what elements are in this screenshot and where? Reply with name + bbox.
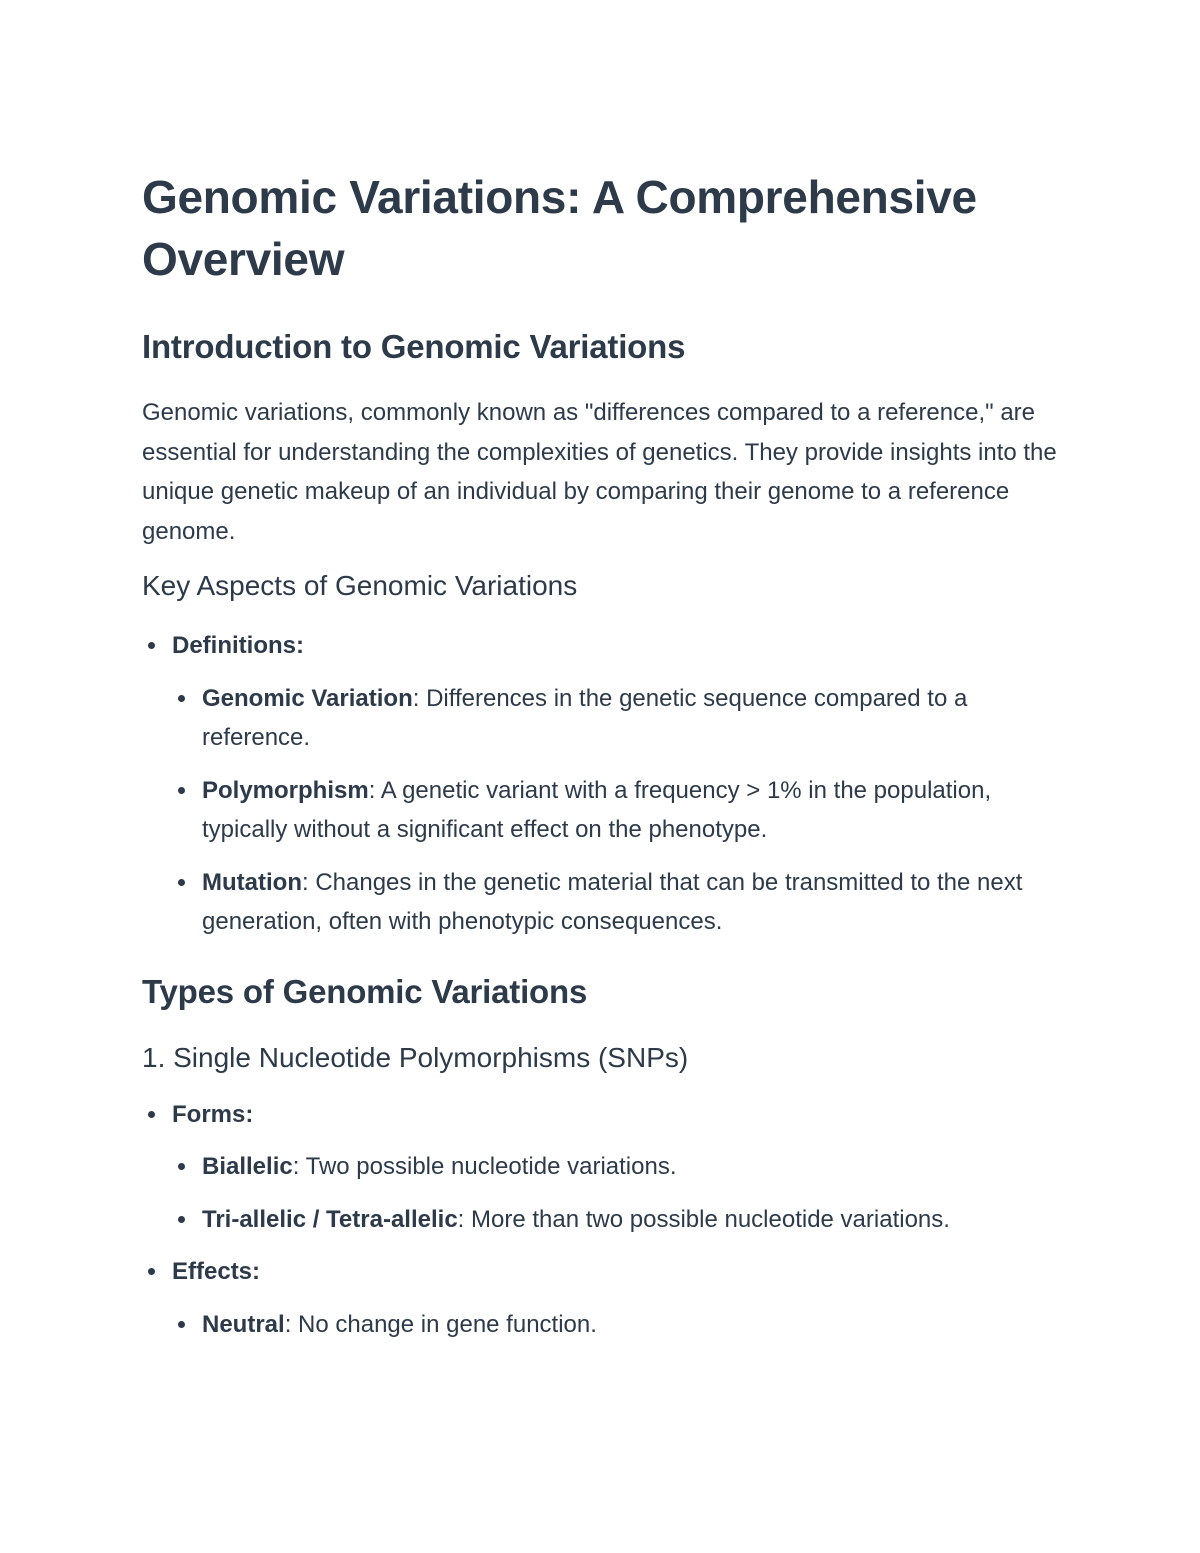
term: Genomic Variation xyxy=(202,684,413,712)
definition-text: : More than two possible nucleotide variations. xyxy=(457,1205,950,1233)
effects-sublist xyxy=(172,1305,1062,1345)
term: Tri-allelic / Tetra-allelic xyxy=(202,1205,458,1233)
term: Biallelic xyxy=(202,1153,293,1180)
list-item-genomic-variation xyxy=(202,679,1062,758)
snp-list xyxy=(142,1095,1062,1345)
term: Polymorphism xyxy=(202,776,369,804)
intro-paragraph: Genomic variations, commonly known as "differences compared to a reference," are essential for understanding the complexities of genetics. They provide insights into the unique genetic makeup of an individual by comparing their genome to a reference genome. xyxy=(142,399,1057,545)
effects-label: Effects: xyxy=(172,1258,261,1285)
list-item-tri-tetra-allelic xyxy=(202,1200,1062,1240)
key-aspects-list xyxy=(142,626,1062,942)
list-item-effects xyxy=(172,1252,1062,1344)
definition-text: : Differences in the genetic sequence compared to a reference. xyxy=(202,684,968,751)
list-item-biallelic xyxy=(202,1147,1062,1187)
list-item-neutral xyxy=(202,1305,1062,1345)
section-heading-introduction: Introduction to Genomic Variations xyxy=(142,328,686,365)
definition-text: : No change in gene function. xyxy=(284,1310,597,1338)
list-item-forms xyxy=(172,1095,1062,1240)
list-item-definitions xyxy=(172,626,1062,942)
forms-sublist xyxy=(172,1147,1062,1239)
forms-label: Forms: xyxy=(172,1100,254,1128)
term: Neutral xyxy=(202,1310,285,1338)
definitions-sublist xyxy=(172,679,1062,942)
list-item-polymorphism xyxy=(202,771,1062,850)
page-title: Genomic Variations: A Comprehensive Overview xyxy=(142,171,977,285)
definition-text: : Changes in the genetic material that can be transmitted to the next generation, often with phenotypic consequences. xyxy=(202,868,1023,935)
document-page xyxy=(142,166,1062,1344)
subsection-heading-snps: 1. Single Nucleotide Polymorphisms (SNPs) xyxy=(142,1041,689,1073)
term: Mutation xyxy=(202,868,302,896)
definition-text: : A genetic variant with a frequency > 1% in the population, typically without a significant effect on the phenotype. xyxy=(202,776,992,843)
subsection-heading-key-aspects: Key Aspects of Genomic Variations xyxy=(142,570,578,601)
section-heading-types: Types of Genomic Variations xyxy=(142,972,588,1010)
definitions-label: Definitions: xyxy=(172,632,304,659)
list-item-mutation xyxy=(202,863,1062,942)
definition-text: : Two possible nucleotide variations. xyxy=(292,1153,677,1180)
